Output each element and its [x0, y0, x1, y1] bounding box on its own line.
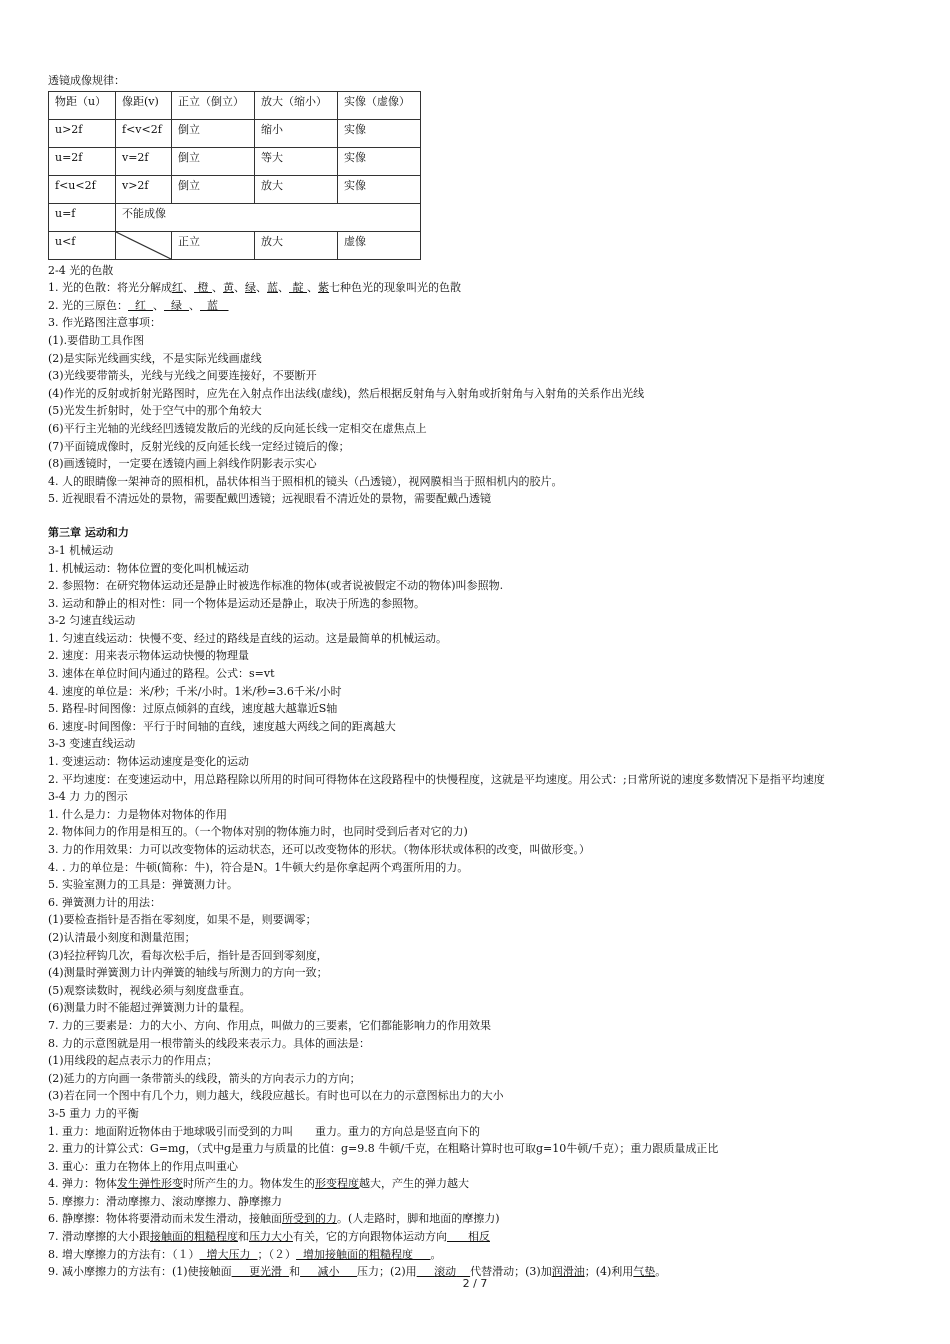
underlined-answer: 红 — [172, 281, 183, 295]
text-span: 9. 减小摩擦力的方法有：(1)使接触面 — [48, 1265, 232, 1279]
table-cell: 正立 — [172, 231, 255, 259]
text-span: 6. 静摩擦：物体将要滑动而未发生滑动，接触面 — [48, 1212, 282, 1226]
document-page — [48, 72, 908, 1281]
text-span: 和 — [238, 1230, 249, 1244]
underlined-answer — [447, 1230, 490, 1243]
text-line: 2. 速度：用来表示物体运动快慢的物理量 — [48, 649, 249, 663]
text-line: 2. 平均速度：在变速运动中，用总路程除以所用的时间可得物体在这段路程中的快慢程度，这就是平均速度。用公式：;日常所说的速度多数情况下是指平均速度 — [48, 772, 825, 786]
text-line: 5. 摩擦力：滑动摩擦力、滚动摩擦力、静摩擦力 — [48, 1194, 282, 1208]
text-line: (1)用线段的起点表示力的作用点； — [48, 1054, 218, 1068]
text-line: (8)画透镜时，一定要在透镜内画上斜线作阴影表示实心 — [48, 457, 317, 471]
text-line: 3. 作光路图注意事项： — [48, 316, 161, 330]
table-header-cell: 实像（虚像） — [338, 91, 421, 119]
table-row — [49, 175, 421, 203]
text-span: 有关，它的方向跟物体运动方向 — [293, 1230, 447, 1244]
text-line: 5. 路程-时间图像：过原点倾斜的直线，速度越大越靠近S轴 — [48, 702, 338, 716]
text-line: 3. 速体在单位时间内通过的路程。公式：s=vt — [48, 667, 275, 681]
table-cell: f<v<2f — [116, 119, 172, 147]
underlined-answer — [200, 1248, 258, 1261]
text-line: (6)平行主光轴的光线经凹透镜发散后的光线的反向延长线一定相交在虚焦点上 — [48, 421, 427, 435]
underlined-answer — [296, 1248, 430, 1261]
text-span: 4. 弹力：物体 — [48, 1177, 117, 1191]
chapter-title: 第三章 运动和力 — [48, 525, 129, 539]
underlined-answer — [128, 299, 153, 312]
text-line: 2. 物体间力的作用是相互的。（一个物体对别的物体施力时，也同时受到后者对它的力) — [48, 825, 468, 839]
text-line: 4. 人的眼睛像一架神奇的照相机，晶状体相当于照相机的镜头（凸透镜），视网膜相当于照相机内的胶片。 — [48, 474, 563, 488]
text-line: 3-5 重力 力的平衡 — [48, 1106, 139, 1120]
text-line: (7)平面镜成像时，反射光线的反向延长线一定经过镜后的像； — [48, 439, 350, 453]
text-line — [48, 1228, 908, 1246]
text-line: 1. 光的色散：将光分解成红、 橙 、黄、绿、蓝、 靛 、紫七种色光的现象叫光的色散 — [48, 281, 461, 295]
underlined-answer: 紫 — [318, 281, 329, 295]
table-cell: 虚像 — [338, 231, 421, 259]
text-line: (5)观察读数时，视线必须与刻度盘垂直。 — [48, 983, 251, 997]
text-line: (4)作光的反射或折射光路图时，应先在入射点作出法线(虚线)，然后根据反射角与入射角或折射角与入射角的关系作出光线 — [48, 386, 645, 400]
diagonal-line-icon — [116, 232, 171, 259]
text-line: (2)认清最小刻度和测量范围； — [48, 930, 196, 944]
text-span: 代替滑动；(3)加 — [470, 1265, 552, 1279]
underlined-answer: 接触面的粗糙程度 — [150, 1230, 238, 1244]
text-line: (4)测量时弹簧测力计内弹簧的轴线与所测力的方向一致； — [48, 966, 328, 980]
text-line: (3)若在同一个图中有几个力，则力越大，线段应越长。有时也可以在力的示意图标出力的大小 — [48, 1089, 504, 1103]
text-span: 1. 光的色散：将光分解成 — [48, 281, 172, 295]
text-line: 3-1 机械运动 — [48, 543, 114, 557]
diagonal-empty-cell — [116, 231, 172, 259]
text-span: ；（２） — [257, 1247, 296, 1261]
text-line: 5. 近视眼看不清远处的景物，需要配戴凹透镜；远视眼看不清近处的景物，需要配戴凸透镜 — [48, 492, 491, 506]
table-cell: 放大 — [255, 175, 338, 203]
text-span: 2. 光的三原色： — [48, 298, 128, 312]
text-line: 6. 速度-时间图像：平行于时间轴的直线，速度越大两线之间的距离越大 — [48, 719, 396, 733]
lens-table — [48, 91, 421, 260]
text-line: 1. 什么是力：力是物体对物体的作用 — [48, 807, 227, 821]
table-cell: 等大 — [255, 147, 338, 175]
text-span: 七种色光的现象叫光的色散 — [329, 281, 461, 295]
page-number: 2 / 7 — [462, 1277, 488, 1290]
text-line: (3)轻拉秤钩几次，看每次松手后，指针是否回到零刻度， — [48, 948, 328, 962]
text-span: 红 — [135, 298, 146, 312]
text-line: 1. 重力：地面附近物体由于地球吸引而受到的力叫 重力。重力的方向总是竖直向下的 — [48, 1124, 480, 1138]
text-line: (6)测量力时不能超过弹簧测力计的量程。 — [48, 1001, 251, 1015]
table-header-row — [49, 91, 421, 119]
table-header-cell: 物距（u） — [49, 91, 116, 119]
text-span: 滚动 — [434, 1265, 457, 1279]
underlined-answer: 气垫 — [633, 1265, 656, 1279]
text-line: 2. 参照物：在研究物体运动还是静止时被选作标准的物体(或者说被假定不动的物体)叫参照物. — [48, 579, 504, 593]
section-heading: 2-4 光的色散 — [48, 263, 114, 277]
text-span: 8. 增大摩擦力的方法有：（１） — [48, 1247, 200, 1261]
underlined-answer: 所受到的力 — [282, 1212, 337, 1226]
text-line: 3-2 匀速直线运动 — [48, 614, 136, 628]
lens-table-title: 透镜成像规律： — [48, 74, 125, 87]
table-cell: u<f — [49, 231, 116, 259]
text-line: 1. 机械运动：物体位置的变化叫机械运动 — [48, 561, 249, 575]
underlined-answer — [289, 281, 307, 294]
text-line — [48, 1175, 908, 1193]
table-cell: v=2f — [116, 147, 172, 175]
text-span: 减小 — [317, 1265, 340, 1279]
text-line: 1. 匀速直线运动：快慢不变、经过的路线是直线的运动。这是最简单的机械运动。 — [48, 631, 447, 645]
table-cell: 倒立 — [172, 175, 255, 203]
text-line — [48, 1210, 908, 1228]
table-cell: f<u<2f — [49, 175, 116, 203]
underlined-answer — [164, 299, 189, 312]
text-span: 越大，产生的弹力越大 — [359, 1177, 469, 1191]
text-span: 压力；(2)用 — [357, 1265, 417, 1279]
table-cell: u=2f — [49, 147, 116, 175]
table-cell: 实像 — [338, 147, 421, 175]
table-header-cell: 像距(v) — [116, 91, 172, 119]
text-span: 。 — [655, 1265, 667, 1279]
chapter-lines — [48, 542, 908, 1175]
table-cell: 缩小 — [255, 119, 338, 147]
table-cell: 放大 — [255, 231, 338, 259]
text-line: 2. 光的三原色： 红 、 绿 、 蓝 — [48, 297, 908, 315]
text-span: 蓝 — [207, 298, 218, 312]
text-line: 6. 弹簧测力计的用法： — [48, 895, 161, 909]
table-header-cell: 正立（倒立） — [172, 91, 255, 119]
text-line: (1)要检查指针是否指在零刻度，如果不是，则要调零； — [48, 913, 317, 927]
text-span: 和 — [289, 1265, 301, 1279]
text-line: 1. 变速运动：物体运动速度是变化的运动 — [48, 755, 249, 769]
text-line: 3. 力的作用效果：力可以改变物体的运动状态，还可以改变物体的形状。（物体形状或体积的改变，叫做形变。） — [48, 843, 590, 856]
underlined-answer — [200, 299, 229, 312]
text-span: 绿 — [171, 298, 182, 312]
table-cell: 倒立 — [172, 119, 255, 147]
table-row — [49, 231, 421, 259]
text-line: 7. 力的三要素是：力的大小、方向、作用点，叫做力的三要素，它们都能影响力的作用效果 — [48, 1018, 491, 1032]
table-cell: 不能成像 — [116, 203, 421, 231]
underlined-answer: 发生弹性形变 — [117, 1177, 183, 1191]
table-row — [49, 203, 421, 231]
spacer — [48, 508, 908, 524]
text-span: ；(4)利用 — [584, 1265, 634, 1279]
text-span: 7. 滑动摩擦的大小跟 — [48, 1230, 150, 1244]
table-cell: 实像 — [338, 119, 421, 147]
underlined-answer: 蓝 — [267, 281, 278, 295]
underlined-answer: 形变程度 — [315, 1177, 359, 1191]
text-span: 更光滑 — [249, 1265, 283, 1279]
text-line: 4. . 力的单位是：牛顿(简称：牛)，符合是N。1牛顿大约是你拿起两个鸡蛋所用的力。 — [48, 860, 469, 874]
text-span: 橙 — [197, 281, 209, 295]
underlined-answer: 压力大小 — [249, 1230, 293, 1244]
table-row — [49, 119, 421, 147]
text-line: (5)光发生折射时，处于空气中的那个角较大 — [48, 404, 262, 418]
underlined-answer — [194, 281, 212, 294]
table-cell: u>2f — [49, 119, 116, 147]
text-line: 4. 速度的单位是：米/秒；千米/小时。1米/秒=3.6千米/小时 — [48, 684, 342, 698]
underlined-answer: 润滑油 — [551, 1265, 585, 1279]
text-line — [48, 1246, 908, 1264]
table-cell: v>2f — [116, 175, 172, 203]
text-line: 2. 重力的计算公式：G=mg，（式中g是重力与质量的比值：g=9.8 牛顿/千克，在粗略计算时也可取g=10牛顿/千克）；重力跟质量成正比 — [48, 1142, 719, 1156]
notes-list — [48, 332, 908, 508]
text-line: (2)是实际光线画实线，不是实际光线画虚线 — [48, 351, 262, 365]
table-header-cell: 放大（缩小） — [255, 91, 338, 119]
text-line: 3. 重心：重力在物体上的作用点叫重心 — [48, 1159, 238, 1173]
table-cell: 实像 — [338, 175, 421, 203]
table-row — [49, 147, 421, 175]
text-line: 8. 力的示意图就是用一根带箭头的线段来表示力。具体的画法是： — [48, 1036, 370, 1050]
text-span: 。(人走路时，脚和地面的摩擦力) — [337, 1212, 500, 1226]
text-span: 靛 — [292, 281, 304, 295]
table-cell: 倒立 — [172, 147, 255, 175]
text-line: 3-3 变速直线运动 — [48, 737, 136, 751]
text-span: 增加接触面的粗糙程度 — [303, 1247, 413, 1261]
text-line: 5. 实验室测力的工具是：弹簧测力计。 — [48, 878, 238, 892]
text-span: 时所产生的力。物体发生的 — [183, 1177, 315, 1191]
underlined-answer: 黄 — [223, 281, 234, 295]
text-line: (1).要借助工具作图 — [48, 333, 145, 347]
underlined-answer: 绿 — [245, 281, 256, 295]
text-line: 3. 运动和静止的相对性：同一个物体是运动还是静止，取决于所选的参照物。 — [48, 596, 425, 610]
text-line: (3)光线要带箭头，光线与光线之间要连接好，不要断开 — [48, 369, 317, 383]
text-span: 增大压力 — [206, 1247, 251, 1261]
text-span: 。 — [430, 1247, 442, 1261]
text-line: 3-4 力 力的图示 — [48, 790, 128, 804]
text-span: 相反 — [467, 1230, 490, 1244]
table-cell: u=f — [49, 203, 116, 231]
text-line: (2)延力的方向画一条带箭头的线段，箭头的方向表示力的方向； — [48, 1071, 361, 1085]
